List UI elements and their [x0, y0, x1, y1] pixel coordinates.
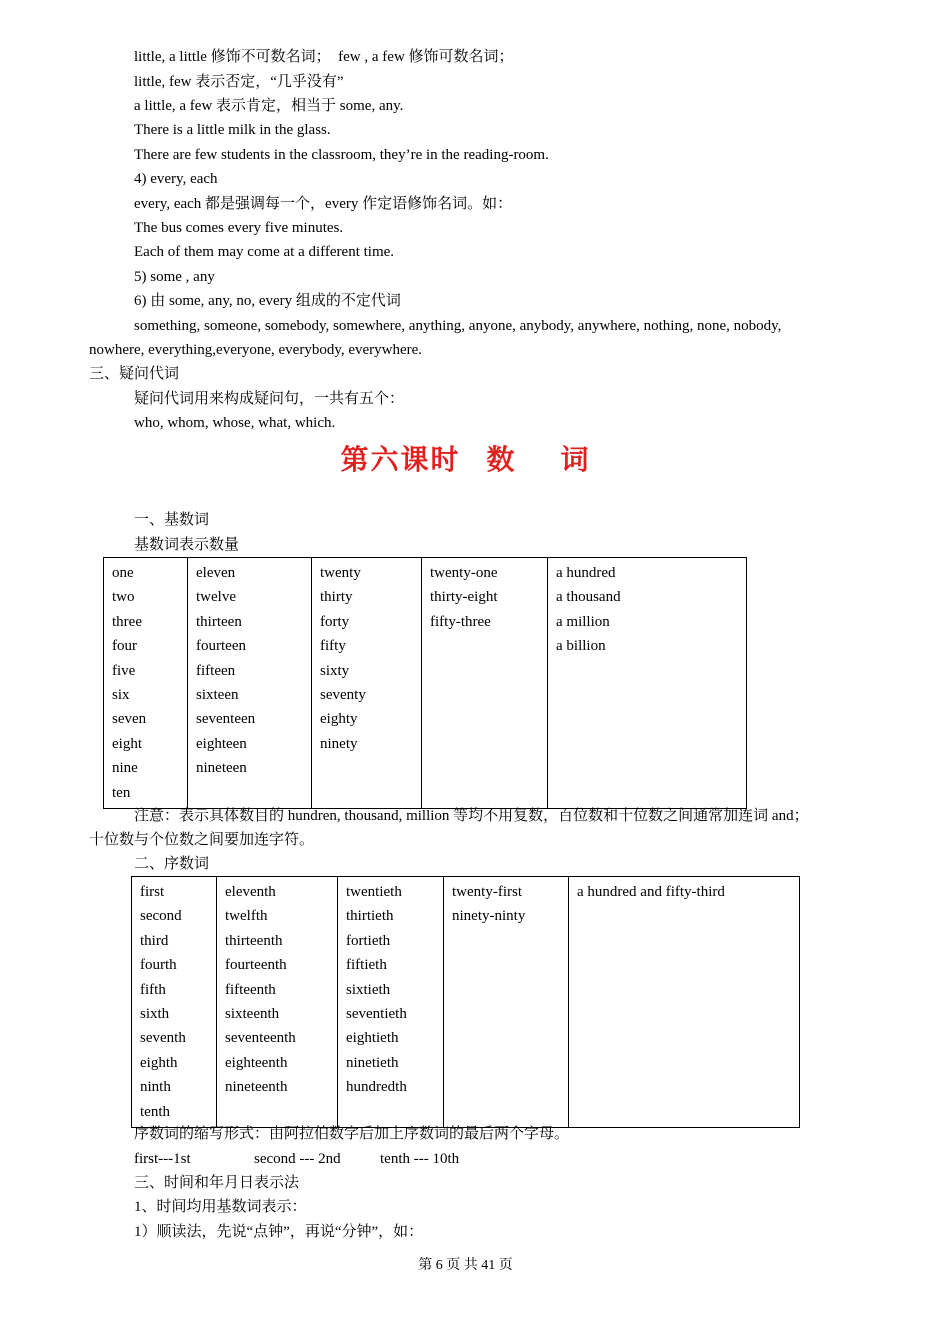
lesson-title	[0, 442, 931, 478]
ordinal-table	[131, 876, 800, 1128]
ordinal-col-tens	[338, 877, 444, 1128]
table-cell: a hundred	[556, 565, 616, 581]
text-line: 5) some , any	[134, 269, 215, 285]
note-line: 注意：表示具体数目的 hundren, thousand, million 等均不用复数，百位数和十位数之间通常加连词 and；	[134, 808, 809, 824]
text-line: There are few students in the classroom, they’re in the reading-room.	[134, 147, 549, 163]
cardinal-col-large	[548, 558, 747, 809]
table-cell: fourth	[140, 957, 177, 974]
table-cell: seventieth	[346, 1005, 407, 1022]
text-line: 1）顺读法，先说“点钟”，再说“分钟”，如：	[134, 1224, 424, 1240]
table-cell: eight	[112, 735, 142, 752]
table-cell: ninth	[140, 1079, 171, 1096]
table-cell: sixty	[320, 662, 350, 679]
table-cell: nineteenth	[225, 1079, 288, 1096]
table-cell: seventeen	[196, 711, 256, 728]
table-cell: eleven	[196, 565, 236, 581]
table-cell: one	[112, 565, 134, 581]
table-cell: hundredth	[346, 1079, 407, 1096]
lesson-title-part2: 数	[486, 443, 517, 476]
abbr-example: tenth --- 10th	[380, 1151, 460, 1167]
table-cell: third	[140, 932, 169, 949]
table-cell: twentieth	[346, 884, 402, 900]
text-line: a little, a few 表示肯定，相当于 some, any.	[134, 98, 404, 114]
table-cell: sixtieth	[346, 981, 391, 998]
section-heading: 一、基数词	[134, 512, 210, 528]
cardinal-col-teens	[188, 558, 312, 809]
table-cell: fifty-three	[430, 613, 491, 630]
table-cell: thirteen	[196, 613, 242, 630]
table-cell: seventy	[320, 686, 366, 703]
cardinal-col-units	[104, 558, 188, 809]
table-cell: nineteen	[196, 760, 247, 777]
table-cell: a billion	[556, 638, 606, 655]
lesson-title-part1: 第六课时	[340, 443, 461, 476]
table-cell: twenty	[320, 565, 361, 581]
table-cell: thirty-eight	[430, 589, 498, 606]
table-cell: fifty	[320, 638, 346, 655]
table-cell: thirtieth	[346, 908, 394, 925]
section-heading: 三、疑问代词	[89, 366, 180, 382]
table-cell: six	[112, 686, 130, 703]
table-cell: seventh	[140, 1030, 186, 1047]
text-line: The bus comes every five minutes.	[134, 220, 344, 236]
table-cell: fifteen	[196, 662, 236, 679]
cardinal-table	[103, 557, 747, 809]
text-line: who, whom, whose, what, which.	[134, 415, 336, 431]
table-cell: fifth	[140, 981, 166, 998]
table-cell: twenty-first	[452, 884, 522, 900]
table-cell: sixth	[140, 1005, 170, 1022]
ordinal-col-compound	[444, 877, 569, 1128]
table-cell: forty	[320, 613, 350, 630]
page-number: 第 6 页 共 41 页	[418, 1258, 513, 1273]
note-line: 序数词的缩写形式：由阿拉伯数字后加上序数词的最后两个字母。	[134, 1126, 570, 1142]
table-cell: eleventh	[225, 884, 276, 900]
table-cell: fiftieth	[346, 957, 387, 974]
table-cell: eighty	[320, 711, 358, 728]
table-cell: twelve	[196, 589, 236, 606]
text-line: 基数词表示数量	[134, 537, 240, 553]
abbr-example: second --- 2nd	[254, 1151, 341, 1167]
table-cell: ten	[112, 784, 131, 801]
table-cell: seven	[112, 711, 147, 728]
table-cell: thirty	[320, 589, 353, 606]
table-cell: fifteenth	[225, 981, 276, 998]
table-cell: twenty-one	[430, 565, 498, 581]
table-cell: seventeenth	[225, 1030, 296, 1047]
cardinal-col-tens	[312, 558, 422, 809]
table-cell: eighteenth	[225, 1054, 288, 1071]
cardinal-col-compound	[422, 558, 548, 809]
text-line: 1、时间均用基数词表示：	[134, 1199, 307, 1215]
table-cell: tenth	[140, 1103, 170, 1120]
text-line: 4) every, each	[134, 171, 218, 187]
table-cell: first	[140, 884, 165, 900]
table-cell: eighth	[140, 1054, 178, 1071]
table-cell: second	[140, 908, 182, 925]
section-heading: 二、序数词	[134, 856, 210, 872]
table-cell: a million	[556, 613, 610, 630]
table-cell: eighteen	[196, 735, 247, 752]
abbr-example: first---1st	[134, 1151, 191, 1167]
text-line: nowhere, everything,everyone, everybody, everywhere.	[89, 342, 423, 358]
table-cell: a hundred and fifty-third	[577, 884, 725, 900]
table-cell: ninety-ninty	[452, 908, 526, 925]
text-line: There is a little milk in the glass.	[134, 122, 331, 138]
table-cell: sixteenth	[225, 1005, 280, 1022]
text-line: Each of them may come at a different time.	[134, 244, 395, 260]
table-cell: three	[112, 613, 142, 630]
table-cell: twelfth	[225, 908, 268, 925]
text-line: 疑问代词用来构成疑问句，一共有五个：	[134, 391, 405, 407]
ordinal-col-large	[569, 877, 800, 1128]
table-cell: fourteen	[196, 638, 246, 655]
ordinal-col-teens	[217, 877, 338, 1128]
table-cell: nine	[112, 760, 138, 777]
table-cell: sixteen	[196, 686, 239, 703]
text-line: every, each 都是强调每一个，every 作定语修饰名词。如：	[134, 196, 513, 212]
section-heading: 三、时间和年月日表示法	[134, 1175, 300, 1191]
lesson-title-part3: 词	[560, 443, 591, 476]
table-cell: a thousand	[556, 589, 621, 606]
table-cell: thirteenth	[225, 932, 283, 949]
table-cell: four	[112, 638, 137, 655]
table-cell: eightieth	[346, 1030, 399, 1047]
text-line: 6) 由 some, any, no, every 组成的不定代词	[134, 293, 401, 309]
table-cell: fourteenth	[225, 957, 287, 974]
table-cell: fortieth	[346, 932, 391, 949]
table-cell: two	[112, 589, 135, 606]
table-cell: five	[112, 662, 136, 679]
text-line: little, few 表示否定，“几乎没有”	[134, 74, 344, 90]
note-line: 十位数与个位数之间要加连字符。	[89, 832, 315, 848]
table-cell: ninetieth	[346, 1054, 399, 1071]
text-line: little, a little 修饰不可数名词； few , a few 修饰可数名词；	[134, 49, 514, 65]
text-line: something, someone, somebody, somewhere, anything, anyone, anybody, anywhere, nothing, none, nobody,	[134, 318, 782, 334]
table-cell: ninety	[320, 735, 358, 752]
ordinal-col-units	[132, 877, 217, 1128]
